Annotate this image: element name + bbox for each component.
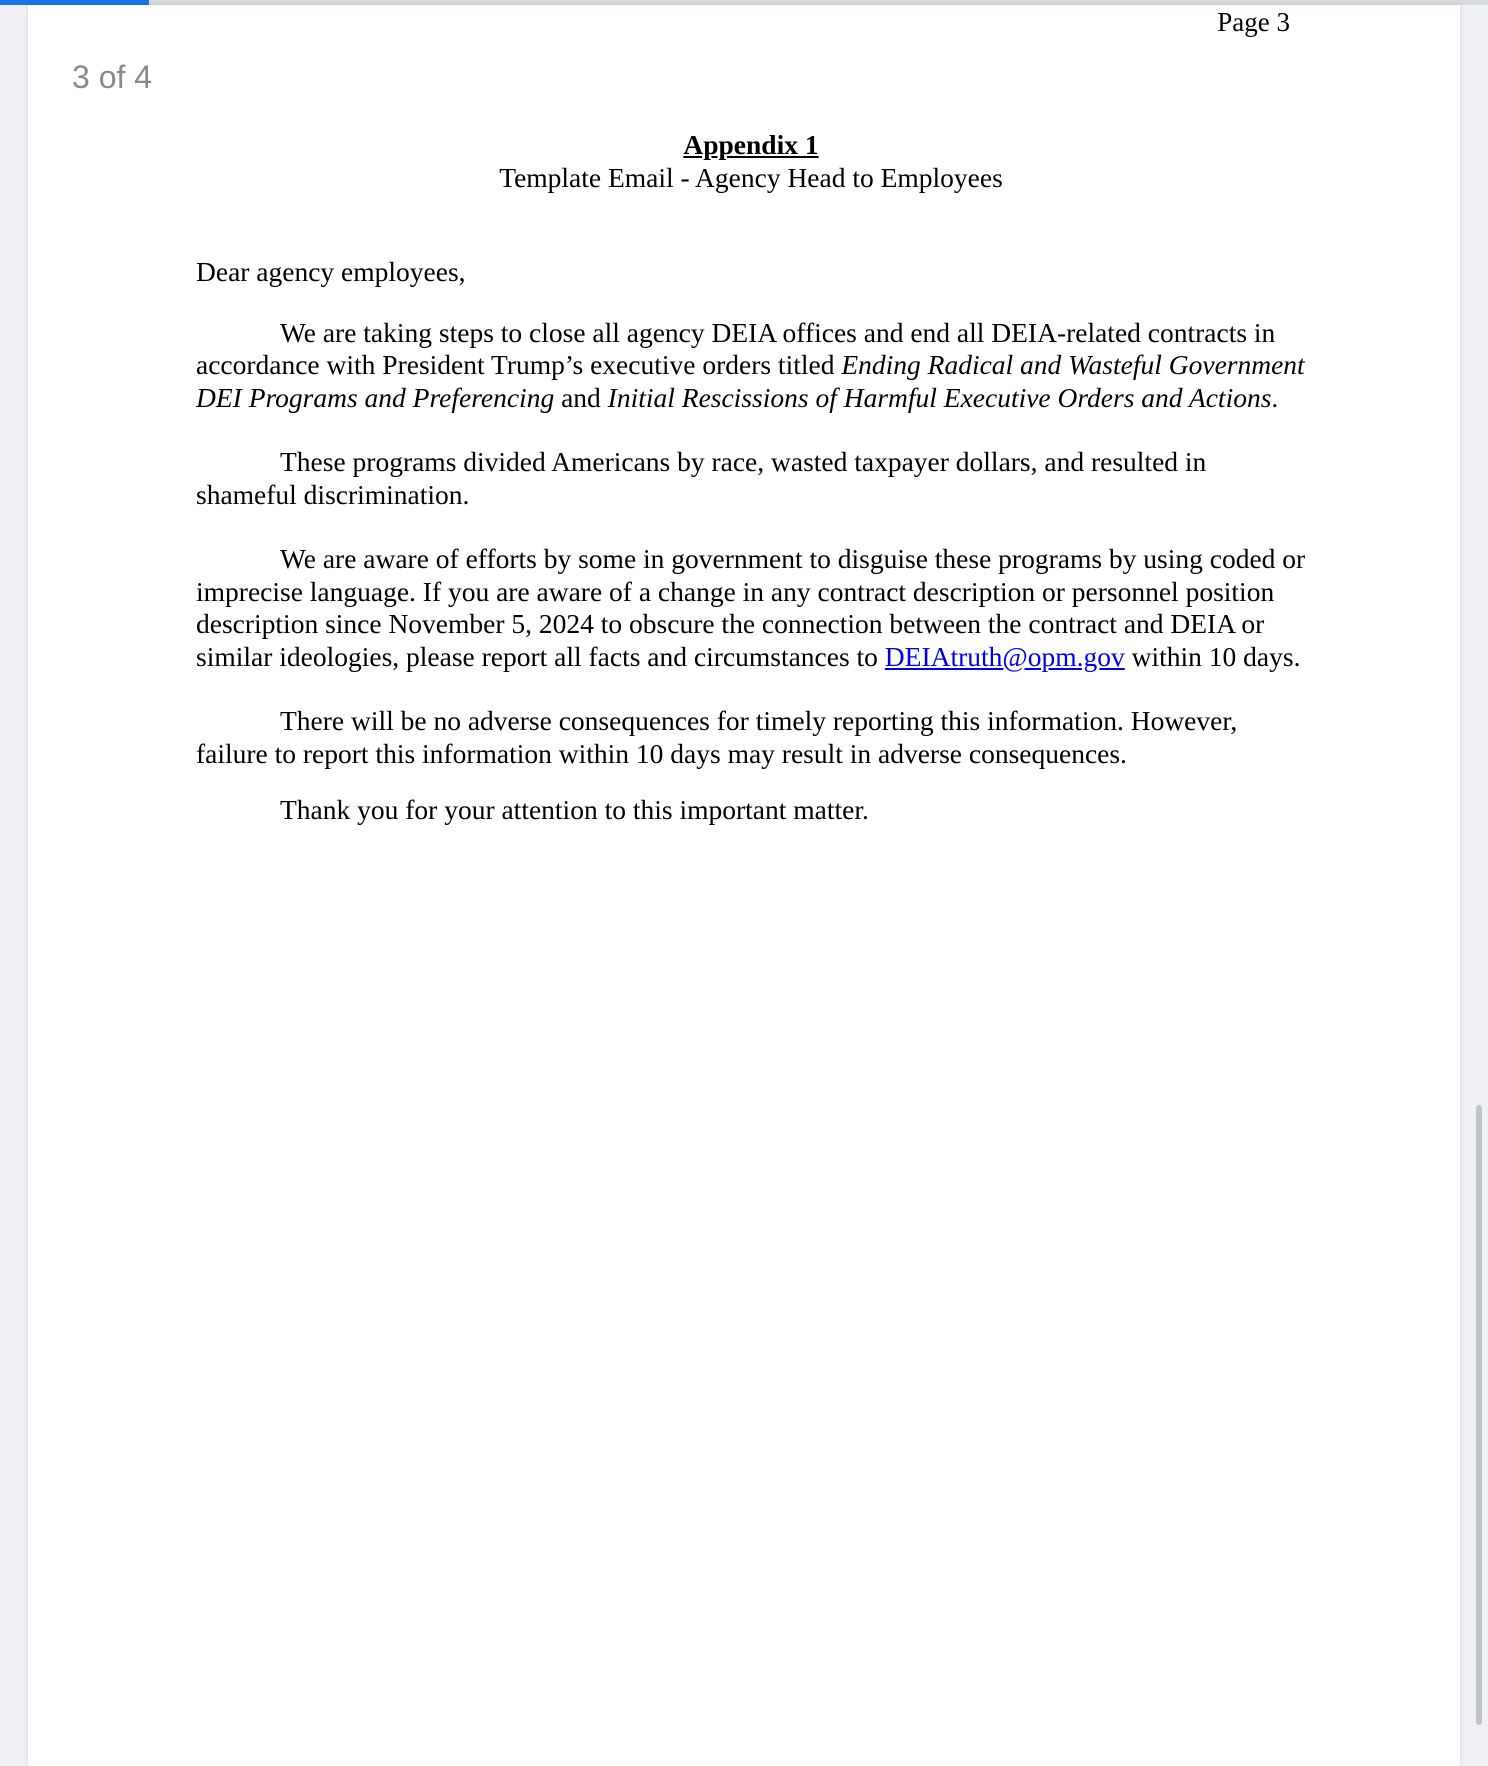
executive-order-title: Initial Rescissions of Harmful Executive Orders and Actions <box>607 381 1272 413</box>
executive-order-title: Ending Radical and Wasteful Government DEI Programs and Preferencing <box>196 349 1305 413</box>
paragraph-text: We are taking steps to close all agency DEIA offices and end all DEIA-related contracts in accordance with President Trump’s executive orders titled <box>196 316 1276 380</box>
paragraph-text: within 10 days. <box>1124 640 1301 672</box>
paragraph-reporting <box>196 543 1306 673</box>
appendix-title: Appendix 1 <box>683 129 819 160</box>
appendix-subtitle: Template Email - Agency Head to Employees <box>499 161 1003 193</box>
paragraph-text: We are aware of efforts by some in government to disguise these programs by using coded or imprecise language. If you are aware of a change in any contract description or personnel position description since November 5, 2024 to obscure the connection between the contract and DEIA or similar ideologies, please report all facts and circumstances to <box>196 543 1306 672</box>
paragraph-thanks: Thank you for your attention to this important matter. <box>280 794 869 825</box>
salutation: Dear agency employees, <box>196 256 466 287</box>
page-counter: 3 of 4 <box>72 59 153 95</box>
scrollbar-thumb[interactable] <box>1476 1105 1482 1725</box>
email-link[interactable]: DEIAtruth@opm.gov <box>884 640 1125 672</box>
paragraph-consequences: There will be no adverse consequences for timely reporting this information. However, failure to report this information within 10 days may result in adverse consequences. <box>196 705 1238 769</box>
document-body <box>196 129 1306 827</box>
page-number: Page 3 <box>1217 7 1290 37</box>
document-page <box>28 5 1460 1766</box>
paragraph-text: . <box>1271 381 1279 413</box>
paragraph-text: and <box>554 381 608 413</box>
paragraph-deia-closure <box>196 317 1306 415</box>
paragraph-programs: These programs divided Americans by race, wasted taxpayer dollars, and resulted in shameful discrimination. <box>196 446 1207 510</box>
